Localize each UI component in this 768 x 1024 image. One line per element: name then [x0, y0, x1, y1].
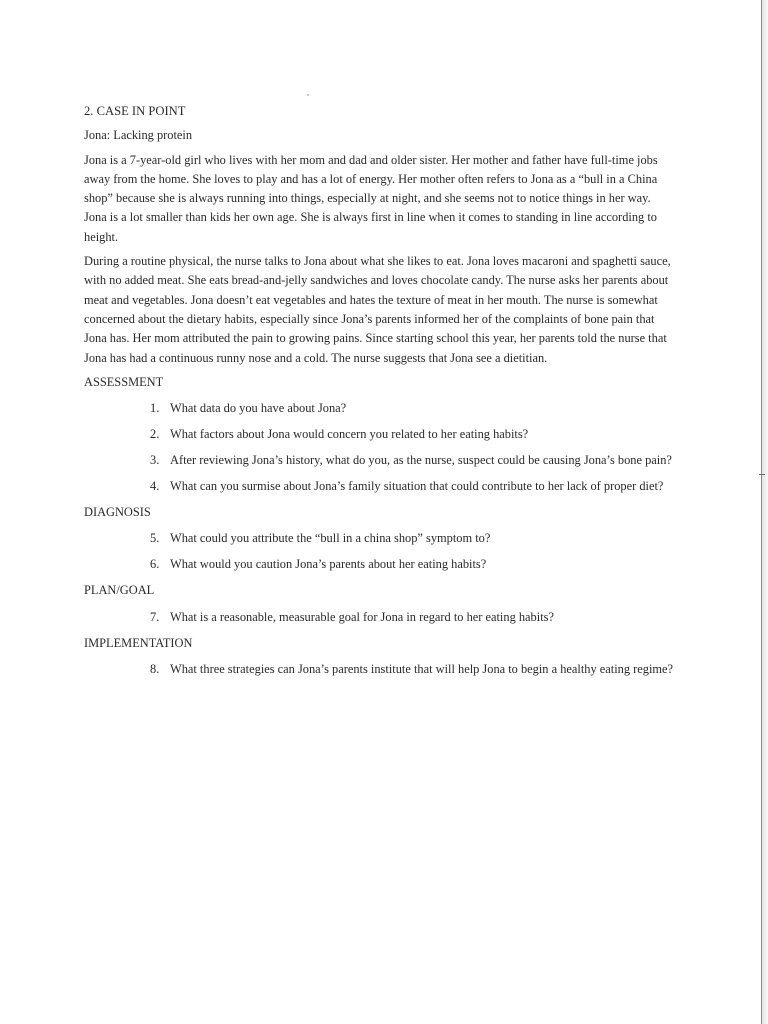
question-number: 7.	[150, 609, 160, 624]
question-text: What would you caution Jona’s parents about her eating habits?	[170, 557, 487, 572]
question-item	[150, 660, 674, 679]
question-number: 1.	[150, 401, 160, 416]
case-paragraph: During a routine physical, the nurse talks to Jona about what she likes to eat. Jona loves macaroni and spaghetti sauce, with no added meat. She eats bread-and-jelly sandwiches and loves chocolate candy. The nurse asks her parents about meat and vegetables. Jona doesn’t eat vegetables and hates the texture of meat in her mouth. The nurse is somewhat concerned about the dietary habits, especially since Jona’s parents informed her of the complaints of bone pain that Jona has. Her mom attributed the pain to growing pains. Since starting school this year, her parents told the nurse that Jona has had a continuous runny nose and a cold. The nurse suggests that Jona see a dietitian.	[84, 254, 671, 365]
question-item	[150, 399, 674, 418]
section-heading: IMPLEMENTATION	[84, 635, 193, 650]
section-diagnosis	[84, 503, 674, 574]
document-title: 2. CASE IN POINT	[84, 104, 186, 118]
question-item	[150, 555, 674, 574]
question-number: 2.	[150, 427, 160, 442]
question-text: What can you surmise about Jona’s family situation that could contribute to her lack of proper diet?	[170, 479, 664, 494]
question-item	[150, 425, 674, 444]
question-item	[150, 608, 674, 627]
section-heading: ASSESSMENT	[84, 374, 164, 389]
section-plan-goal	[84, 581, 674, 626]
case-subtitle: Jona: Lacking protein	[84, 128, 193, 143]
question-number: 4.	[150, 479, 160, 494]
page-edge-shadow	[762, 0, 768, 1024]
question-list	[84, 399, 674, 496]
question-number: 5.	[150, 531, 160, 546]
question-text: What factors about Jona would concern you related to her eating habits?	[170, 427, 529, 442]
question-item	[150, 529, 674, 548]
scan-speck	[307, 94, 309, 96]
section-implementation	[84, 634, 674, 679]
question-text: What is a reasonable, measurable goal for Jona in regard to her eating habits?	[170, 609, 554, 624]
question-text: After reviewing Jona’s history, what do you, as the nurse, suspect could be causing Jona’s bone pain?	[170, 453, 672, 468]
question-number: 3.	[150, 453, 160, 468]
question-list	[84, 608, 674, 627]
question-list	[84, 660, 674, 679]
section-heading: PLAN/GOAL	[84, 583, 155, 598]
question-text: What three strategies can Jona’s parents institute that will help Jona to begin a healthy eating regime?	[170, 662, 674, 677]
document-body	[84, 102, 674, 686]
question-text: What data do you have about Jona?	[170, 401, 347, 416]
case-paragraph: Jona is a 7-year-old girl who lives with her mom and dad and older sister. Her mother and father have full-time jobs away from the home. She loves to play and has a lot of energy. Her mother often refers to Jona as a “bull in a China shop” because she is always running into things, especially at night, and she seems not to notice things in her way. Jona is a lot smaller than kids her own age. She is always first in line when it comes to standing in line according to height.	[84, 152, 658, 244]
question-number: 6.	[150, 557, 160, 572]
question-number: 8.	[150, 662, 160, 677]
question-list	[84, 529, 674, 574]
section-assessment	[84, 373, 674, 496]
page-edge-mark	[759, 474, 765, 475]
question-item	[150, 451, 674, 470]
section-heading: DIAGNOSIS	[84, 505, 151, 520]
question-item	[150, 477, 674, 496]
question-text: What could you attribute the “bull in a china shop” symptom to?	[170, 531, 491, 546]
